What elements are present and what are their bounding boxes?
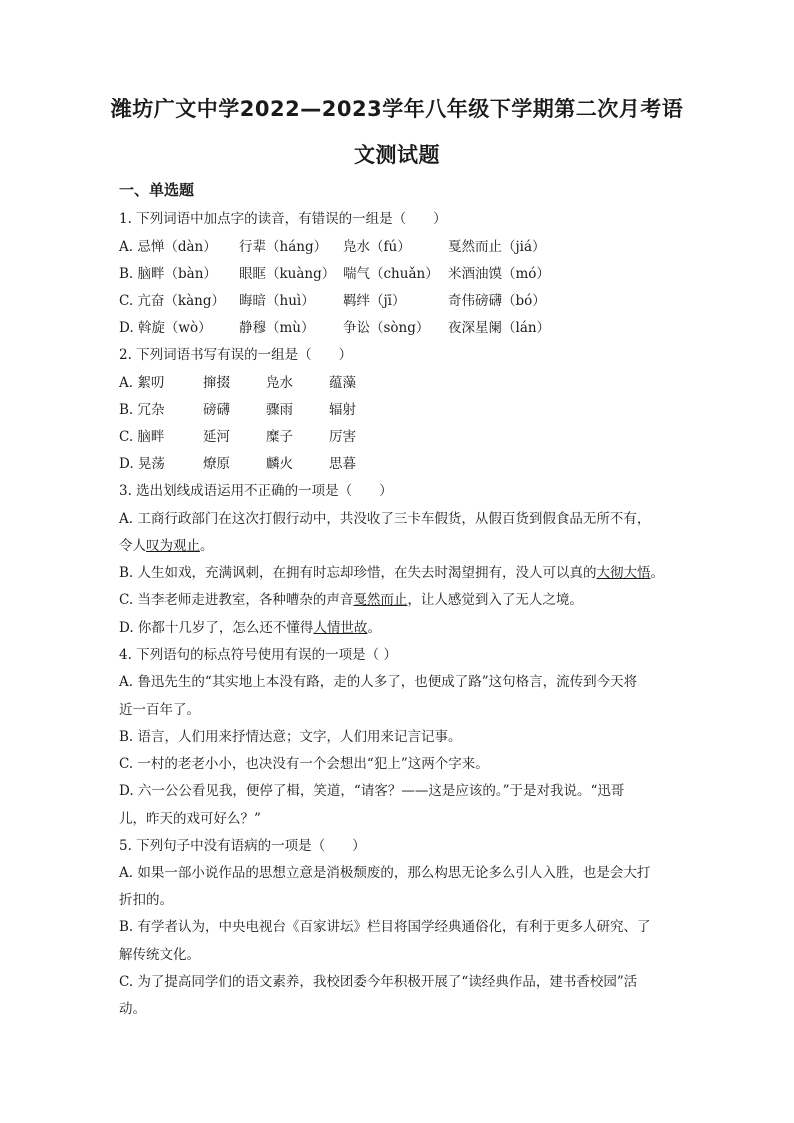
q2-b-item: 骤雨 <box>266 402 293 418</box>
q2-b-item: 辐射 <box>329 402 356 418</box>
text-run: ，让人感觉到入了无人之境。 <box>407 592 583 608</box>
q1-a-item: 行辈（háng） <box>239 239 328 255</box>
underlined-idiom: 叹为观止 <box>146 538 200 554</box>
q5-stem: 5. 下列句子中没有语病的一项是（ ） <box>119 838 366 854</box>
q1-d-item: D. 斡旋（wò） <box>119 320 212 336</box>
q1-a-item: 戛然而止（jiá） <box>448 239 546 255</box>
text-run: C. 当李老师走进教室，各种嘈杂的声音 <box>119 592 354 608</box>
q2-a-item: A. 絮叨 <box>119 375 165 391</box>
q1-c-item: 晦暗（huì） <box>239 293 315 309</box>
text-run: D. 你都十几岁了，怎么还不懂得 <box>119 620 314 636</box>
q2-d-item: 思暮 <box>329 456 356 472</box>
underlined-idiom: 戛然而止 <box>353 592 408 608</box>
text-run: 。 <box>367 620 381 636</box>
q1-a-item: A. 忌惮（dàn） <box>119 239 217 255</box>
q4-option-c: C. 一村的老老小小，也决没有一个会想出“犯上”这两个字来。 <box>119 756 489 772</box>
q2-a-item: 凫水 <box>266 375 293 391</box>
q5-option-a-line1: A. 如果一部小说作品的思想立意是消极颓废的，那么构思无论多么引人入胜，也是会大打 <box>119 865 651 881</box>
q2-d-item: 麟火 <box>266 456 293 472</box>
text-run: 。 <box>200 538 214 554</box>
q1-stem: 1. 下列词语中加点字的读音，有错误的一组是（ ） <box>119 211 447 227</box>
q5-option-b-line1: B. 有学者认为，中央电视台《百家讲坛》栏目将国学经典通俗化，有利于更多人研究、了 <box>119 919 651 935</box>
text-run: 。 <box>650 565 665 581</box>
q2-stem: 2. 下列词语书写有误的一组是（ ） <box>119 347 353 363</box>
q2-a-item: 蕴藻 <box>329 375 356 391</box>
q3-option-a-line2 <box>119 537 214 555</box>
q2-b-item: 磅礴 <box>203 402 230 418</box>
q2-c-item: 糜子 <box>266 429 293 445</box>
q2-d-item: D. 晃荡 <box>119 456 165 472</box>
q5-option-a-line2: 折扣的。 <box>119 892 173 908</box>
q3-option-d <box>119 619 381 637</box>
text-run: B. 人生如戏，充满讽刺，在拥有时忘却珍惜，在失去时渴望拥有，没人可以真的 <box>119 565 597 581</box>
q4-option-a-line2: 近一百年了。 <box>119 702 200 718</box>
q4-option-b: B. 语言，人们用来抒情达意；文字，人们用来记言记事。 <box>119 729 462 745</box>
q1-d-item: 静穆（mù） <box>239 320 315 336</box>
q3-option-a-line1: A. 工商行政部门在这次打假行动中，共没收了三卡车假货，从假百货到假食品无所不有， <box>119 511 651 527</box>
section-heading: 一、单选题 <box>119 181 195 199</box>
q1-a-item: 凫水（fú） <box>343 239 411 255</box>
document-title-line1: 潍坊广文中学2022—2023学年八年级下学期第二次月考语 <box>110 97 684 121</box>
q1-c-item: C. 亢奋（kàng） <box>119 293 225 309</box>
q1-b-item: 喘气（chuǎn） <box>343 266 439 282</box>
q4-option-d-line1: D. 六一公公看见我，便停了楫，笑道，“请客？——这是应该的。”于是对我说。“迅哥 <box>119 783 625 799</box>
q5-option-c-line1: C. 为了提高同学们的语文素养，我校团委今年积极开展了“读经典作品，建书香校园”活 <box>119 974 638 990</box>
q1-b-item: B. 脑畔（bàn） <box>119 266 217 282</box>
q3-stem: 3. 选出划线成语运用不正确的一项是（ ） <box>119 483 393 499</box>
q1-b-item: 米酒油馍（mó） <box>448 266 550 282</box>
q1-d-item: 争讼（sòng） <box>343 320 430 336</box>
q2-a-item: 撺掇 <box>203 375 230 391</box>
q5-option-c-line2: 动。 <box>119 1001 146 1017</box>
q2-d-item: 燎原 <box>203 456 230 472</box>
document-title-line2: 文测试题 <box>354 143 440 167</box>
underlined-idiom: 人情世故 <box>313 620 368 636</box>
q4-option-a-line1: A. 鲁迅先生的“其实地上本没有路，走的人多了，也便成了路”这句格言，流传到今天将 <box>119 674 638 690</box>
q3-option-b <box>119 564 664 582</box>
underlined-idiom: 大彻大悟 <box>596 565 651 581</box>
q1-c-item: 奇伟磅礴（bó） <box>448 293 546 309</box>
q5-option-b-line2: 解传统文化。 <box>119 947 200 963</box>
text-run: 令人 <box>119 538 146 554</box>
q2-c-item: C. 脑畔 <box>119 429 165 445</box>
q3-option-c <box>119 591 583 609</box>
q4-option-d-line2: 儿，昨天的戏可好么？” <box>119 811 261 827</box>
q1-c-item: 羁绊（jī） <box>343 293 406 309</box>
q2-c-item: 延河 <box>203 429 230 445</box>
q1-b-item: 眼眶（kuàng） <box>239 266 336 282</box>
q2-c-item: 厉害 <box>329 429 356 445</box>
q1-d-item: 夜深星阑（lán） <box>448 320 551 336</box>
q2-b-item: B. 冗杂 <box>119 402 165 418</box>
q4-stem: 4. 下列语句的标点符号使用有误的一项是（ ） <box>119 647 397 663</box>
